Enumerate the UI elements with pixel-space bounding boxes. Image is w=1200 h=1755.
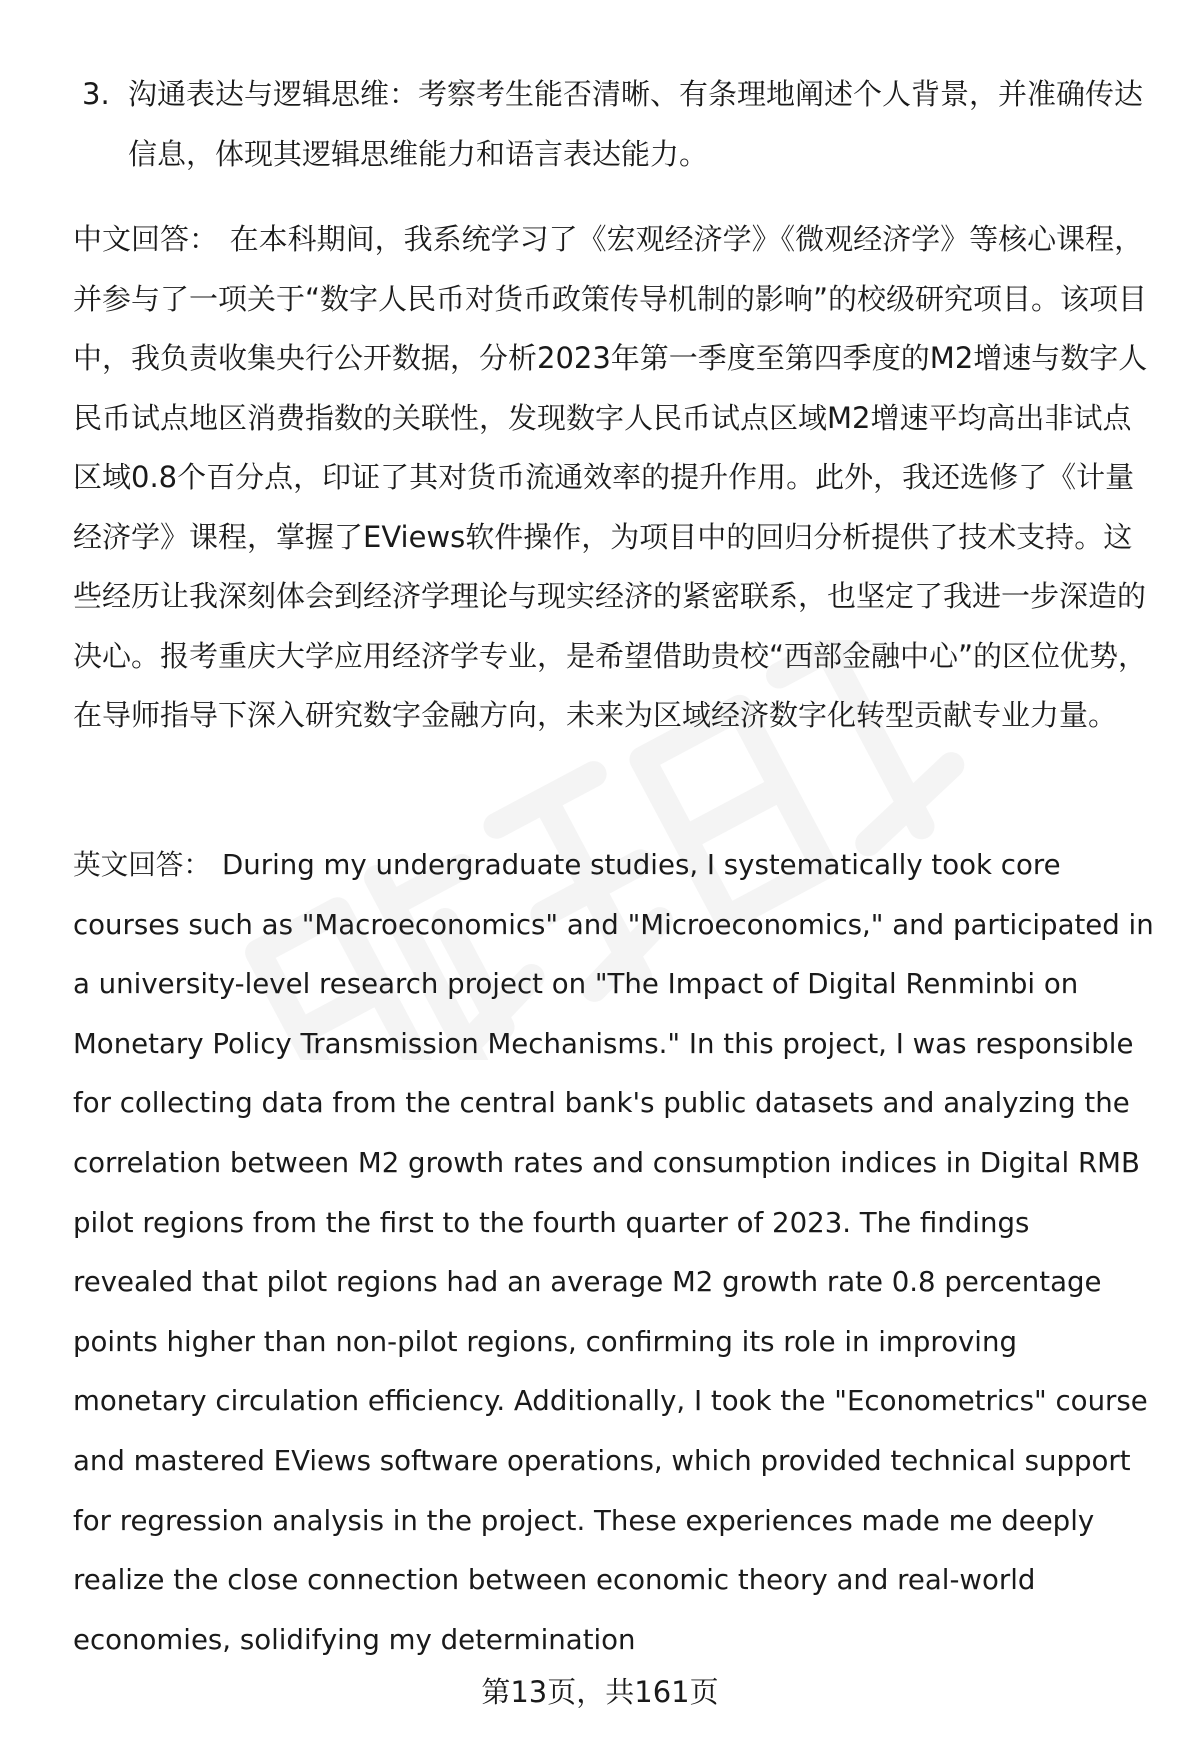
chinese-answer-label: 中文回答： bbox=[73, 222, 219, 256]
english-answer-label: 英文回答： bbox=[73, 848, 211, 881]
criterion-text: 沟通表达与逻辑思维：考察考生能否清晰、有条理地阐述个人背景，并准确传达信息，体现其逻辑思维能力和语言表达能力。 bbox=[128, 77, 1144, 171]
page-number-footer: 第13页，共161页 bbox=[481, 1675, 719, 1709]
chinese-answer-paragraph bbox=[73, 210, 1157, 746]
english-answer-text: During my undergraduate studies, I systematically took core courses such as "Macroeconomics" and "Microeconomics," and participated in a university-level research project on "The Impact of Digital Renminbi on Monetary Policy Transmission Mechanisms." In this project, I was responsible for collecting data from the central bank's public datasets and analyzing the correlation between M2 growth rates and consumption indices in Digital RMB pilot regions from the first to the fourth quarter of 2023. The findings revealed that pilot regions had an average M2 growth rate 0.8 percentage points higher than non-pilot regions, confirming its role in improving monetary circulation efficiency. Additionally, I took the "Econometrics" course and mastered EViews software operations, which provided technical support for regression analysis in the project. These experiences made me deeply realize the close connection between economic theory and real-world economies, solidifying my determination bbox=[73, 848, 1154, 1656]
criterion-number: 3. bbox=[82, 77, 110, 111]
chinese-answer-text: 在本科期间，我系统学习了《宏观经济学》《微观经济学》等核心课程，并参与了一项关于“数字人民币对货币政策传导机制的影响”的校级研究项目。该项目中，我负责收集央行公开数据，分析2023年第一季度至第四季度的M2增速与数字人民币试点地区消费指数的关联性，发现数字人民币试点区域M2增速平均高出非试点区域0.8个百分点，印证了其对货币流通效率的提升作用。此外，我还选修了《计量经济学》课程，掌握了EViews软件操作，为项目中的回归分析提供了技术支持。这些经历让我深刻体会到经济学理论与现实经济的紧密联系，也坚定了我进一步深造的决心。报考重庆大学应用经济学专业，是希望借助贵校“西部金融中心”的区位优势，在导师指导下深入研究数字金融方向，未来为区域经济数字化转型贡献专业力量。 bbox=[73, 222, 1148, 732]
english-answer-paragraph bbox=[73, 835, 1157, 1669]
evaluation-criterion-item bbox=[82, 64, 1162, 184]
